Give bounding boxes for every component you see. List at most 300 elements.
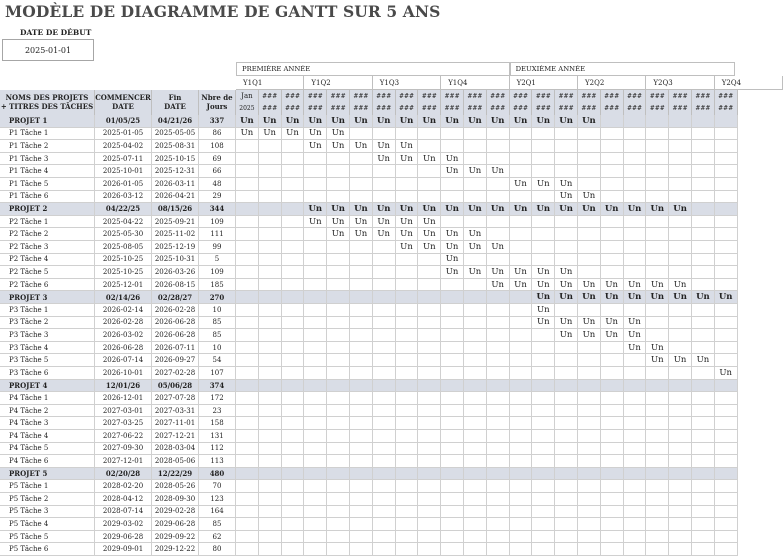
gantt-cell[interactable] [373,291,396,304]
gantt-cell[interactable] [487,506,510,519]
row-name[interactable]: P4 Tâche 3 [0,417,95,430]
gantt-cell[interactable] [715,241,738,254]
row-name[interactable]: P4 Tâche 6 [0,455,95,468]
gantt-cell[interactable] [624,405,647,418]
gantt-cell[interactable] [464,417,487,430]
gantt-cell[interactable] [487,543,510,556]
gantt-cell[interactable] [715,128,738,141]
gantt-cell[interactable] [350,165,373,178]
gantt-cell[interactable] [487,443,510,456]
gantt-cell[interactable] [692,241,715,254]
gantt-cell[interactable] [396,443,419,456]
gantt-cell[interactable] [646,455,669,468]
gantt-cell[interactable] [487,405,510,418]
row-name[interactable]: P5 Tâche 1 [0,480,95,493]
gantt-cell[interactable] [646,480,669,493]
gantt-cell[interactable] [396,392,419,405]
gantt-cell[interactable]: Un [327,203,350,216]
gantt-cell[interactable] [578,455,601,468]
gantt-cell[interactable] [304,178,327,191]
gantt-cell[interactable] [282,203,305,216]
gantt-cell[interactable] [418,531,441,544]
gantt-cell[interactable] [282,191,305,204]
gantt-cell[interactable] [601,128,624,141]
gantt-cell[interactable] [669,140,692,153]
gantt-cell[interactable] [578,518,601,531]
gantt-cell[interactable] [236,468,259,481]
gantt-cell[interactable] [418,430,441,443]
gantt-cell[interactable]: Un [373,216,396,229]
gantt-cell[interactable]: Un [532,304,555,317]
gantt-cell[interactable] [304,531,327,544]
gantt-cell[interactable] [236,241,259,254]
gantt-cell[interactable] [692,480,715,493]
gantt-cell[interactable] [282,165,305,178]
gantt-cell[interactable] [418,329,441,342]
gantt-cell[interactable] [692,543,715,556]
gantt-cell[interactable] [510,241,533,254]
gantt-cell[interactable]: Un [578,291,601,304]
gantt-cell[interactable] [715,165,738,178]
gantt-cell[interactable] [464,342,487,355]
gantt-cell[interactable]: Un [441,266,464,279]
gantt-cell[interactable] [510,317,533,330]
gantt-cell[interactable] [601,304,624,317]
row-start-date[interactable]: 2029-03-02 [95,518,152,531]
gantt-cell[interactable] [464,279,487,292]
gantt-cell[interactable] [259,228,282,241]
gantt-cell[interactable]: Un [624,291,647,304]
gantt-cell[interactable] [646,405,669,418]
gantt-cell[interactable] [624,128,647,141]
gantt-cell[interactable] [510,254,533,267]
gantt-cell[interactable] [396,455,419,468]
gantt-cell[interactable] [373,342,396,355]
row-end-date[interactable]: 2026-03-11 [152,178,199,191]
gantt-cell[interactable] [532,380,555,393]
gantt-cell[interactable] [601,367,624,380]
gantt-cell[interactable] [327,317,350,330]
gantt-cell[interactable]: Un [396,228,419,241]
gantt-cell[interactable] [692,367,715,380]
gantt-cell[interactable] [396,329,419,342]
gantt-cell[interactable] [304,518,327,531]
gantt-cell[interactable] [396,380,419,393]
row-start-date[interactable]: 01/05/25 [95,115,152,128]
gantt-cell[interactable] [646,380,669,393]
gantt-cell[interactable] [692,531,715,544]
gantt-cell[interactable] [715,480,738,493]
gantt-cell[interactable] [555,216,578,229]
gantt-cell[interactable] [304,506,327,519]
row-start-date[interactable]: 2026-03-12 [95,191,152,204]
gantt-cell[interactable] [236,430,259,443]
row-duration[interactable]: 185 [199,279,236,292]
gantt-cell[interactable] [510,354,533,367]
row-start-date[interactable]: 2028-04-12 [95,493,152,506]
gantt-cell[interactable] [282,342,305,355]
gantt-cell[interactable] [373,468,396,481]
gantt-cell[interactable] [396,543,419,556]
gantt-cell[interactable] [624,354,647,367]
gantt-cell[interactable] [441,443,464,456]
gantt-cell[interactable] [350,468,373,481]
row-duration[interactable]: 112 [199,443,236,456]
gantt-cell[interactable] [259,405,282,418]
gantt-cell[interactable] [555,443,578,456]
gantt-cell[interactable] [259,329,282,342]
gantt-cell[interactable] [601,153,624,166]
row-end-date[interactable]: 2026-06-28 [152,329,199,342]
gantt-cell[interactable] [578,417,601,430]
gantt-cell[interactable] [578,128,601,141]
gantt-cell[interactable] [304,367,327,380]
row-duration[interactable]: 66 [199,165,236,178]
row-end-date[interactable]: 2028-03-04 [152,443,199,456]
gantt-cell[interactable] [578,342,601,355]
gantt-cell[interactable]: Un [487,241,510,254]
gantt-cell[interactable]: Un [624,329,647,342]
gantt-cell[interactable] [441,191,464,204]
row-name[interactable]: P2 Tâche 6 [0,279,95,292]
gantt-cell[interactable] [555,165,578,178]
gantt-cell[interactable]: Un [669,354,692,367]
row-name[interactable]: P2 Tâche 3 [0,241,95,254]
gantt-cell[interactable] [669,430,692,443]
gantt-cell[interactable] [510,216,533,229]
gantt-cell[interactable]: Un [304,140,327,153]
gantt-cell[interactable] [327,342,350,355]
gantt-cell[interactable]: Un [373,115,396,128]
gantt-cell[interactable] [624,254,647,267]
gantt-cell[interactable] [669,531,692,544]
gantt-cell[interactable]: Un [304,216,327,229]
gantt-cell[interactable]: Un [578,279,601,292]
gantt-cell[interactable] [715,543,738,556]
row-end-date[interactable]: 08/15/26 [152,203,199,216]
gantt-cell[interactable] [350,480,373,493]
gantt-cell[interactable] [441,531,464,544]
gantt-cell[interactable]: Un [396,153,419,166]
gantt-cell[interactable] [282,140,305,153]
gantt-cell[interactable] [327,480,350,493]
gantt-cell[interactable] [350,354,373,367]
gantt-cell[interactable] [669,367,692,380]
gantt-cell[interactable] [624,506,647,519]
gantt-cell[interactable]: Un [601,329,624,342]
gantt-cell[interactable] [692,128,715,141]
gantt-cell[interactable] [236,405,259,418]
gantt-cell[interactable] [464,317,487,330]
gantt-cell[interactable]: Un [464,241,487,254]
gantt-cell[interactable]: Un [441,228,464,241]
start-date-field[interactable]: 2025-01-01 [2,39,94,61]
gantt-cell[interactable] [282,455,305,468]
gantt-cell[interactable]: Un [487,279,510,292]
gantt-cell[interactable] [532,405,555,418]
gantt-cell[interactable] [418,317,441,330]
gantt-cell[interactable] [578,443,601,456]
row-duration[interactable]: 111 [199,228,236,241]
gantt-cell[interactable] [259,367,282,380]
gantt-cell[interactable] [396,367,419,380]
gantt-cell[interactable] [304,468,327,481]
gantt-cell[interactable] [441,380,464,393]
gantt-cell[interactable] [510,430,533,443]
gantt-cell[interactable] [578,241,601,254]
row-end-date[interactable]: 2026-02-28 [152,304,199,317]
row-duration[interactable]: 29 [199,191,236,204]
gantt-cell[interactable] [646,266,669,279]
gantt-cell[interactable] [464,178,487,191]
gantt-cell[interactable] [441,518,464,531]
gantt-cell[interactable] [669,178,692,191]
row-end-date[interactable]: 2029-12-22 [152,543,199,556]
gantt-cell[interactable] [373,317,396,330]
gantt-cell[interactable] [350,443,373,456]
row-duration[interactable]: 54 [199,354,236,367]
gantt-cell[interactable] [418,417,441,430]
gantt-cell[interactable]: Un [692,291,715,304]
gantt-cell[interactable] [350,178,373,191]
gantt-cell[interactable] [715,506,738,519]
gantt-cell[interactable]: Un [555,317,578,330]
gantt-cell[interactable] [236,480,259,493]
gantt-cell[interactable] [601,443,624,456]
gantt-cell[interactable] [624,455,647,468]
row-name[interactable]: P2 Tâche 1 [0,216,95,229]
gantt-cell[interactable] [487,216,510,229]
gantt-cell[interactable]: Un [578,191,601,204]
gantt-cell[interactable] [350,543,373,556]
gantt-cell[interactable] [350,342,373,355]
gantt-cell[interactable] [624,153,647,166]
row-end-date[interactable]: 2026-09-27 [152,354,199,367]
gantt-cell[interactable]: Un [510,178,533,191]
gantt-cell[interactable] [282,380,305,393]
gantt-cell[interactable]: Un [464,203,487,216]
gantt-cell[interactable] [441,140,464,153]
gantt-cell[interactable] [373,241,396,254]
gantt-cell[interactable] [692,115,715,128]
row-name[interactable]: PROJET 4 [0,380,95,393]
gantt-cell[interactable]: Un [418,153,441,166]
gantt-cell[interactable] [692,178,715,191]
gantt-cell[interactable] [327,493,350,506]
gantt-cell[interactable] [282,153,305,166]
gantt-cell[interactable] [259,543,282,556]
gantt-cell[interactable] [715,455,738,468]
gantt-cell[interactable] [373,506,396,519]
gantt-cell[interactable] [601,405,624,418]
gantt-cell[interactable] [396,165,419,178]
gantt-cell[interactable] [692,203,715,216]
gantt-cell[interactable] [350,128,373,141]
gantt-cell[interactable]: Un [373,228,396,241]
gantt-cell[interactable]: Un [259,128,282,141]
gantt-cell[interactable] [715,342,738,355]
gantt-cell[interactable] [350,417,373,430]
gantt-cell[interactable] [464,493,487,506]
gantt-cell[interactable]: Un [624,203,647,216]
gantt-cell[interactable]: Un [441,203,464,216]
gantt-cell[interactable] [259,279,282,292]
gantt-cell[interactable] [327,279,350,292]
gantt-cell[interactable] [646,304,669,317]
row-start-date[interactable]: 2027-06-22 [95,430,152,443]
gantt-cell[interactable] [532,128,555,141]
gantt-cell[interactable] [350,531,373,544]
gantt-cell[interactable] [441,128,464,141]
gantt-cell[interactable] [350,380,373,393]
gantt-cell[interactable]: Un [532,203,555,216]
gantt-cell[interactable] [282,543,305,556]
gantt-cell[interactable] [669,128,692,141]
row-duration[interactable]: 70 [199,480,236,493]
gantt-cell[interactable] [259,493,282,506]
gantt-cell[interactable] [532,518,555,531]
gantt-cell[interactable] [601,165,624,178]
gantt-cell[interactable] [304,443,327,456]
gantt-cell[interactable] [578,165,601,178]
gantt-cell[interactable] [510,543,533,556]
gantt-cell[interactable] [487,455,510,468]
row-end-date[interactable]: 2027-03-31 [152,405,199,418]
gantt-cell[interactable] [464,216,487,229]
gantt-cell[interactable] [692,153,715,166]
row-duration[interactable]: 69 [199,153,236,166]
gantt-cell[interactable]: Un [624,317,647,330]
gantt-cell[interactable] [282,354,305,367]
gantt-cell[interactable]: Un [510,266,533,279]
gantt-cell[interactable] [646,317,669,330]
gantt-cell[interactable]: Un [555,329,578,342]
row-start-date[interactable]: 2025-12-01 [95,279,152,292]
gantt-cell[interactable] [532,417,555,430]
gantt-cell[interactable] [327,178,350,191]
gantt-cell[interactable] [578,153,601,166]
row-name[interactable]: P4 Tâche 2 [0,405,95,418]
gantt-cell[interactable]: Un [555,203,578,216]
gantt-cell[interactable]: Un [646,203,669,216]
gantt-cell[interactable] [464,367,487,380]
gantt-cell[interactable] [669,115,692,128]
gantt-cell[interactable] [418,291,441,304]
gantt-cell[interactable] [236,531,259,544]
gantt-cell[interactable] [532,342,555,355]
gantt-cell[interactable] [532,153,555,166]
gantt-cell[interactable] [487,531,510,544]
gantt-cell[interactable] [555,342,578,355]
row-start-date[interactable]: 2027-12-01 [95,455,152,468]
gantt-cell[interactable] [624,430,647,443]
gantt-cell[interactable] [350,254,373,267]
gantt-cell[interactable] [373,417,396,430]
gantt-cell[interactable] [304,543,327,556]
gantt-cell[interactable] [532,443,555,456]
gantt-cell[interactable] [715,329,738,342]
gantt-cell[interactable]: Un [441,153,464,166]
gantt-cell[interactable] [441,543,464,556]
gantt-cell[interactable] [532,480,555,493]
gantt-cell[interactable] [624,140,647,153]
gantt-cell[interactable] [646,468,669,481]
gantt-cell[interactable] [646,430,669,443]
gantt-cell[interactable] [624,304,647,317]
gantt-cell[interactable]: Un [532,178,555,191]
gantt-cell[interactable]: Un [327,140,350,153]
gantt-cell[interactable] [259,191,282,204]
row-duration[interactable]: 80 [199,543,236,556]
gantt-cell[interactable] [692,216,715,229]
gantt-cell[interactable] [236,203,259,216]
gantt-cell[interactable] [692,455,715,468]
row-end-date[interactable]: 2029-06-28 [152,518,199,531]
gantt-cell[interactable] [510,493,533,506]
gantt-cell[interactable] [601,506,624,519]
gantt-cell[interactable] [601,430,624,443]
gantt-cell[interactable] [487,140,510,153]
gantt-cell[interactable] [669,342,692,355]
gantt-cell[interactable] [510,405,533,418]
gantt-cell[interactable] [373,304,396,317]
row-start-date[interactable]: 2025-10-25 [95,254,152,267]
row-name[interactable]: P5 Tâche 3 [0,506,95,519]
gantt-cell[interactable] [692,518,715,531]
gantt-cell[interactable]: Un [578,329,601,342]
gantt-cell[interactable] [487,191,510,204]
gantt-cell[interactable] [304,254,327,267]
gantt-cell[interactable] [236,506,259,519]
gantt-cell[interactable] [487,518,510,531]
gantt-cell[interactable]: Un [555,279,578,292]
gantt-cell[interactable] [510,367,533,380]
gantt-cell[interactable] [441,317,464,330]
gantt-cell[interactable] [441,430,464,443]
gantt-cell[interactable] [646,506,669,519]
gantt-cell[interactable]: Un [532,279,555,292]
gantt-cell[interactable] [418,304,441,317]
gantt-cell[interactable]: Un [601,279,624,292]
gantt-cell[interactable] [396,279,419,292]
gantt-cell[interactable] [715,392,738,405]
gantt-cell[interactable] [692,405,715,418]
gantt-cell[interactable]: Un [487,266,510,279]
gantt-cell[interactable] [282,304,305,317]
gantt-cell[interactable] [669,493,692,506]
gantt-cell[interactable] [578,493,601,506]
row-end-date[interactable]: 2028-09-30 [152,493,199,506]
gantt-cell[interactable] [646,216,669,229]
gantt-cell[interactable] [327,254,350,267]
row-end-date[interactable]: 2026-03-26 [152,266,199,279]
gantt-cell[interactable] [441,216,464,229]
row-end-date[interactable]: 2026-07-11 [152,342,199,355]
gantt-cell[interactable]: Un [692,354,715,367]
gantt-cell[interactable] [624,493,647,506]
row-duration[interactable]: 374 [199,380,236,393]
gantt-cell[interactable] [532,354,555,367]
gantt-cell[interactable] [692,493,715,506]
gantt-cell[interactable] [327,153,350,166]
gantt-cell[interactable] [441,329,464,342]
gantt-cell[interactable] [510,153,533,166]
gantt-cell[interactable] [715,228,738,241]
gantt-cell[interactable] [396,417,419,430]
gantt-cell[interactable] [669,228,692,241]
gantt-cell[interactable] [624,392,647,405]
row-start-date[interactable]: 2026-02-14 [95,304,152,317]
